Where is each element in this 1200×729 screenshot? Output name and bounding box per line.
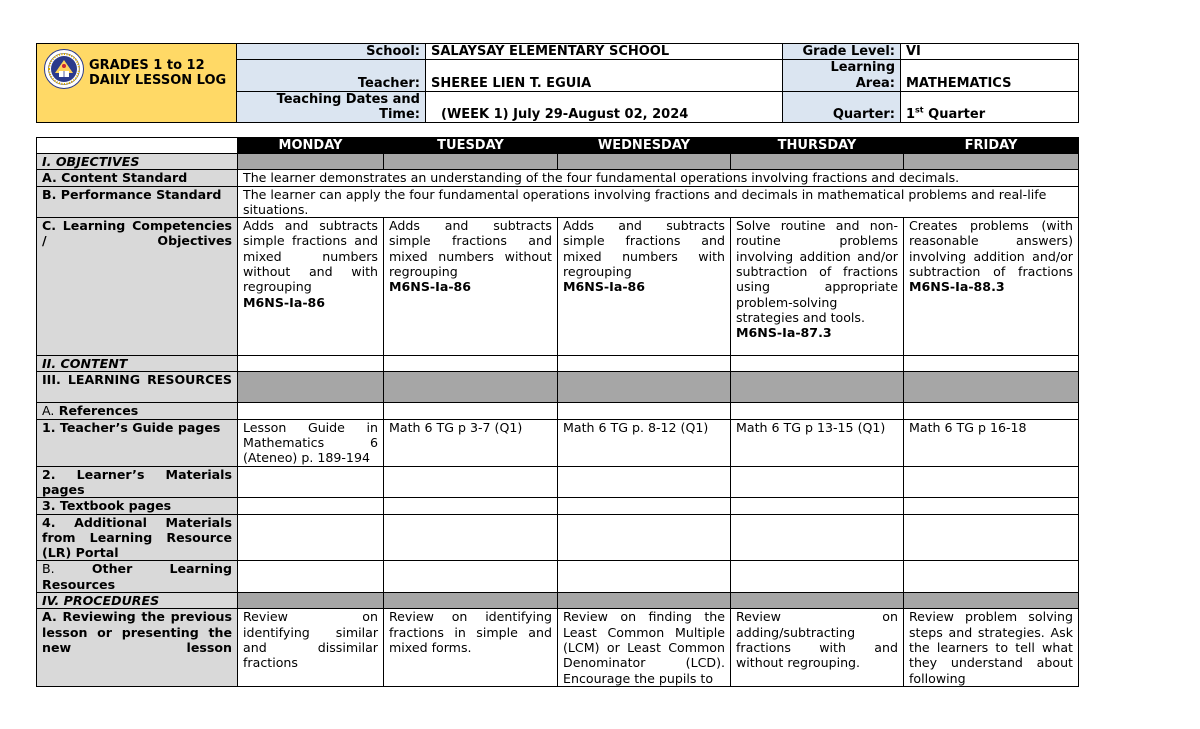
review-tuesday: Review on identifying fractions in simple and mixed forms. (384, 609, 558, 686)
other-resources-label: B. Other Learning Resources (37, 561, 238, 593)
review-monday: Review on identifying similar and dissimilar fractions (238, 609, 384, 686)
content-standard-row (37, 170, 1079, 186)
competency-friday: Creates problems (with reasonable answers) involving addition and/or subtraction of fractions M6NS-Ia-88.3 (904, 218, 1079, 356)
teachers-guide-label: 1. Teacher’s Guide pages (37, 419, 238, 466)
day-thursday: THURSDAY (731, 138, 904, 154)
reviewing-row (37, 609, 1079, 686)
tg-thursday: Math 6 TG p 13-15 (Q1) (731, 419, 904, 466)
textbook-row (37, 498, 1079, 514)
header-table (36, 43, 1079, 123)
learning-resources-label: III. LEARNING RESOURCES (37, 372, 238, 403)
tg-wednesday: Math 6 TG p. 8-12 (Q1) (558, 419, 731, 466)
review-friday: Review problem solving steps and strategies. Ask the learners to tell what they understand about following (904, 609, 1079, 686)
lesson-log-table (36, 137, 1079, 687)
learning-area-value: MATHEMATICS (901, 60, 1079, 92)
deped-seal-icon (44, 49, 84, 89)
teaching-dates-value: (WEEK 1) July 29-August 02, 2024 (426, 91, 783, 123)
teacher-label: Teacher: (237, 60, 426, 92)
tg-tuesday: Math 6 TG p 3-7 (Q1) (384, 419, 558, 466)
tg-monday: Lesson Guide in Mathematics 6 (Ateneo) p. 189-194 (238, 419, 384, 466)
additional-materials-row (37, 514, 1079, 561)
school-value: SALAYSAY ELEMENTARY SCHOOL (426, 44, 783, 60)
competencies-row (37, 218, 1079, 356)
textbook-label: 3. Textbook pages (37, 498, 238, 514)
log-title: GRADES 1 to 12 DAILY LESSON LOG (89, 58, 227, 88)
objectives-label: I. OBJECTIVES (37, 154, 238, 170)
competency-thursday: Solve routine and non-routine problems involving addition and/or subtraction of fractions using appropriate problem-solving strategies and tools. M6NS-Ia-87.3 (731, 218, 904, 356)
competencies-label: C. Learning Competencies / Objectives (37, 218, 238, 356)
teaching-dates-label: Teaching Dates and Time: (237, 91, 426, 123)
other-resources-row (37, 561, 1079, 593)
school-label: School: (237, 44, 426, 60)
logo-cell (37, 44, 237, 123)
reviewing-label: A. Reviewing the previous lesson or presenting the new lesson (37, 609, 238, 686)
day-header-blank (37, 138, 238, 154)
day-monday: MONDAY (238, 138, 384, 154)
grade-level-value: VI (901, 44, 1079, 60)
objectives-row (37, 154, 1079, 170)
content-standard-text: The learner demonstrates an understanding of the four fundamental operations involving fractions and decimals. (238, 170, 1079, 186)
competency-tuesday: Adds and subtracts simple fractions and mixed numbers without regrouping M6NS-Ia-86 (384, 218, 558, 356)
learning-area-label: Learning Area: (783, 60, 901, 92)
review-thursday: Review on adding/subtracting fractions with and without regrouping. (731, 609, 904, 686)
procedures-row (37, 593, 1079, 609)
learners-materials-row (37, 466, 1079, 498)
day-tuesday: TUESDAY (384, 138, 558, 154)
content-standard-label: A. Content Standard (37, 170, 238, 186)
quarter-value: 1st Quarter (901, 91, 1079, 123)
performance-standard-row (37, 186, 1079, 218)
teachers-guide-row (37, 419, 1079, 466)
procedures-label: IV. PROCEDURES (37, 593, 238, 609)
additional-materials-label: 4. Additional Materials from Learning Resource (LR) Portal (37, 514, 238, 561)
references-row (37, 403, 1079, 419)
learners-materials-label: 2. Learner’s Materials pages (37, 466, 238, 498)
day-header-row (37, 138, 1079, 154)
day-wednesday: WEDNESDAY (558, 138, 731, 154)
performance-standard-label: B. Performance Standard (37, 186, 238, 218)
competency-monday: Adds and subtracts simple fractions and mixed numbers without and with regrouping M6NS-Ia-86 (238, 218, 384, 356)
content-label: II. CONTENT (37, 356, 238, 372)
competency-wednesday: Adds and subtracts simple fractions and mixed numbers with regrouping M6NS-Ia-86 (558, 218, 731, 356)
learning-resources-row (37, 372, 1079, 403)
review-wednesday: Review on finding the Least Common Multiple (LCM) or Least Common Denominator (LCD). Encourage the pupils to (558, 609, 731, 686)
content-row (37, 356, 1079, 372)
teacher-value: SHEREE LIEN T. EGUIA (426, 60, 783, 92)
references-label: A. References (37, 403, 238, 419)
tg-friday: Math 6 TG p 16-18 (904, 419, 1079, 466)
performance-standard-text: The learner can apply the four fundamental operations involving fractions and decimals in mathematical problems and real-life situations. (238, 186, 1079, 218)
quarter-label: Quarter: (783, 91, 901, 123)
day-friday: FRIDAY (904, 138, 1079, 154)
grade-level-label: Grade Level: (783, 44, 901, 60)
